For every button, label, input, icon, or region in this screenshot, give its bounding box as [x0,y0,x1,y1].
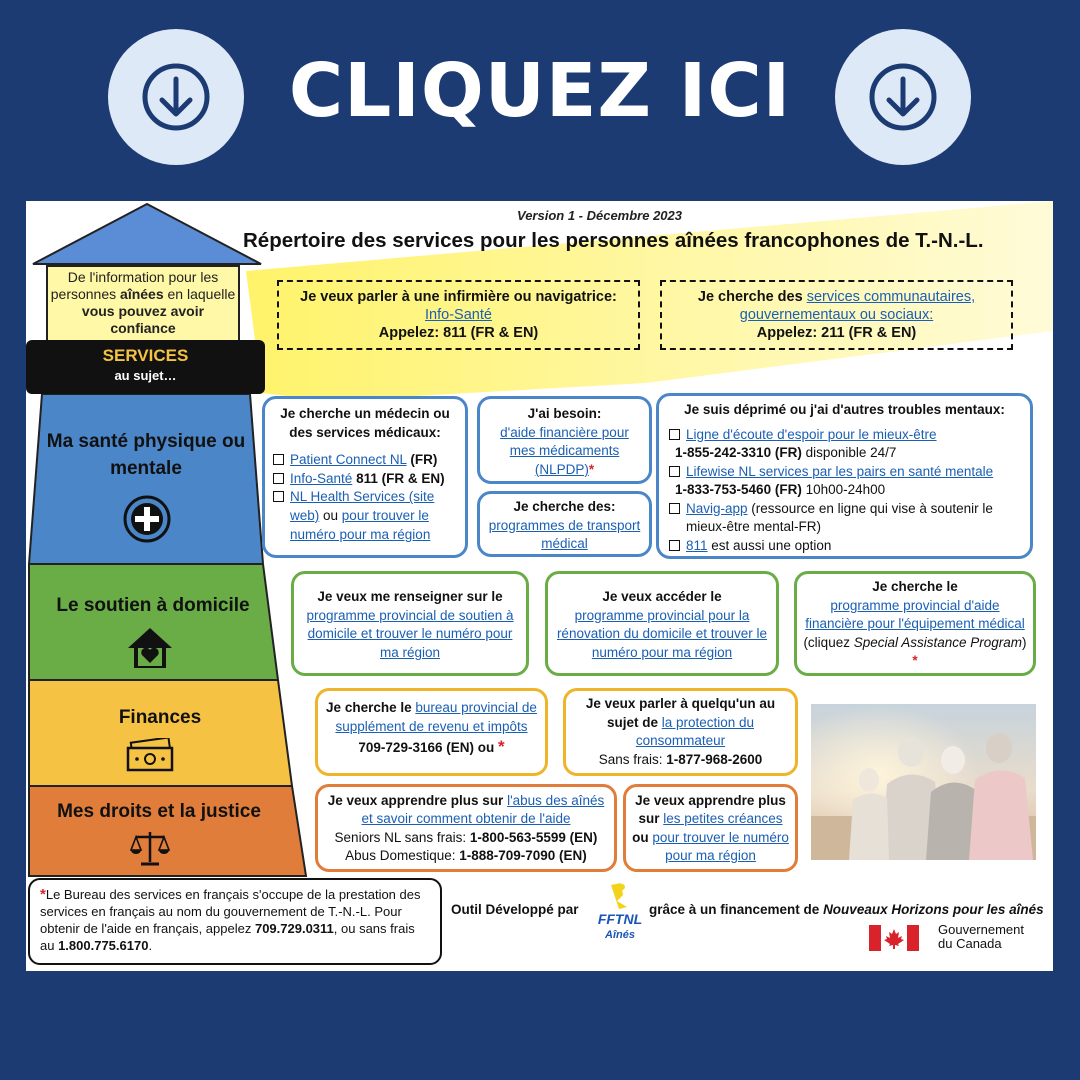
income-tax-box: Je cherche le bureau provincial de supplément de revenu et impôts 709-729-3166 (EN) ou * [315,688,548,776]
community-box [660,280,1013,350]
tier-justice [26,786,316,878]
hope-line-link[interactable]: Ligne d'écoute d'espoir pour le mieux-être [686,426,937,442]
home-renovation-box [545,571,779,676]
home-support-link[interactable]: programme provincial de soutien à domicile et trouver le numéro pour ma région [306,607,514,660]
consumer-protection-link[interactable]: la protection du consommateur [635,714,755,749]
tier-home-label: Le soutien à domicile [56,595,250,616]
home-renovation-title: Je veux accéder le [602,589,722,604]
seniors-photo [811,704,1036,860]
community-intro: Je cherche des [697,289,807,305]
doctor-box: Je cherche un médecin ou des services médicaux: Patient Connect NL (FR) Info-Santé 811 (FR & EN) NL Health Services (site web) ou pour trouver le numéro pour ma région [262,396,468,558]
tower-lamp-text: De l'information pour les personnes aînées en laquelle vous pouvez avoir confiance [46,265,240,343]
funding-text: grâce à un financement de Nouveaux Horizons pour les aînés [649,902,1044,917]
info-sante-link-2[interactable]: Info-Santé [290,470,353,486]
nlpdp-link[interactable]: d'aide financière pour mes médicaments (NLPDP) [500,424,629,477]
tier-health [26,394,266,564]
developed-by-label: Outil Développé par [451,902,579,917]
tier-finances-label: Finances [118,707,202,728]
drug-aid-title: J'ai besoin: [527,406,602,421]
mental-health-box: Je suis déprimé ou j'ai d'autres troubles mentaux: Ligne d'écoute d'espoir pour le mieux-être 1-855-242-3310 (FR) disponible 24/7 Lifewise NL services par les pairs en santé mentale 1-833-753-5460 (FR) 10h00-24h00 Navig-app (ressource en ligne qui vise à soutenir le mieux-être mental-FR) 811 est aussi une option [656,393,1033,559]
tier-justice-label: Mes droits et la justice [57,801,261,822]
link-811[interactable]: 811 [686,537,708,553]
nurse-call: Appelez: 811 (FR & EN) [378,325,539,341]
transport-box [477,491,652,557]
transport-link[interactable]: programmes de transport médical [488,517,641,552]
nl-health-services-link[interactable]: NL Health Services (site web) [290,489,435,523]
community-services-link[interactable]: services communautaires, gouvernementaux ou sociaux: [739,289,976,323]
canada-flag-icon [869,925,919,951]
home-heart-icon [126,626,174,670]
services-header [26,340,265,394]
services-sublabel: au sujet… [114,368,177,383]
tier-home [26,564,286,682]
home-support-box [291,571,529,676]
nurse-box [277,280,640,350]
arrow-down-icon [867,61,939,133]
medical-equipment-title: Je cherche le [872,579,958,594]
transport-title: Je cherche des: [513,499,616,514]
elder-abuse-box: Je veux apprendre plus sur l'abus des aînés et savoir comment obtenir de l'aide Seniors NL sans frais: 1-800-563-5599 (EN) Abus Domestique: 1-888-709-7090 (EN) [315,784,617,872]
info-sante-link[interactable]: Info-Santé [425,307,492,323]
patient-connect-link[interactable]: Patient Connect NL [290,452,407,468]
small-claims-region-link[interactable]: pour trouver le numéro pour ma région [652,829,789,864]
tier-health-label: Ma santé physique ou mentale [46,431,246,479]
medical-equipment-box: Je cherche le programme provincial d'aide financière pour l'équipement médical (cliquez Special Assistance Program) * [794,571,1036,676]
fftnl-logo [589,881,651,943]
svg-text:Aînés: Aînés [605,929,635,941]
version-label: Version 1 - Décembre 2023 [517,208,682,223]
navig-app-link[interactable]: Navig-app [686,500,748,516]
services-label: SERVICES [102,346,189,365]
consumer-protection-box: Je veux parler à quelqu'un au sujet de la protection du consommateur Sans frais: 1-877-968-2600 [563,688,798,776]
scales-icon [130,828,170,868]
tower-roof [29,202,265,266]
arrow-down-button-right[interactable] [835,29,971,165]
medical-equipment-link[interactable]: programme provincial d'aide financière pour l'équipement médical [805,597,1025,632]
doctor-title: Je cherche un médecin ou des services médicaux: [280,406,450,440]
lifewise-link[interactable]: Lifewise NL services par les pairs en santé mentale [686,463,994,479]
elder-abuse-link[interactable]: l'abus des aînés et savoir comment obtenir de l'aide [361,793,605,827]
mental-title: Je suis déprimé ou j'ai d'autres troubles mentaux: [684,402,1005,417]
small-claims-box: Je veux apprendre plus sur les petites créances ou pour trouver le numéro pour ma région [623,784,798,872]
svg-text:FFTNL: FFTNL [597,911,643,927]
community-call: Appelez: 211 (FR & EN) [756,325,917,341]
footnote-box: *Le Bureau des services en français s'occupe de la prestation des services en français au nom du gouvernement de T.-N.-L. Pour obtenir de l'aide en français, appelez 709.729.0311, ou sans frais au 1.800.775.6170. [28,878,442,965]
services-poster[interactable] [26,201,1053,971]
home-support-title: Je veux me renseigner sur le [317,589,503,604]
drug-aid-box: J'ai besoin: d'aide financière pour mes médicaments (NLPDP)* [477,396,652,484]
government-of-canada: Gouvernement du Canada [938,922,1024,951]
cliquez-ici-title[interactable]: CLIQUEZ ICI [288,48,792,134]
medical-cross-icon [122,494,172,544]
money-icon [126,738,174,772]
home-renovation-link[interactable]: programme provincial pour la rénovation du domicile et trouver le numéro pour ma région [556,607,768,660]
tier-finances [26,680,306,788]
income-tax-link[interactable]: bureau provincial de supplément de revenu et impôts [335,700,537,734]
poster-title: Répertoire des services pour les personnes aînées francophones de T.-N.-L. [243,229,984,252]
find-region-number-link[interactable]: pour trouver le numéro pour ma région [290,507,431,542]
small-claims-link[interactable]: les petites créances [663,811,783,827]
nurse-intro: Je veux parler à une infirmière ou navigatrice: [300,289,617,305]
